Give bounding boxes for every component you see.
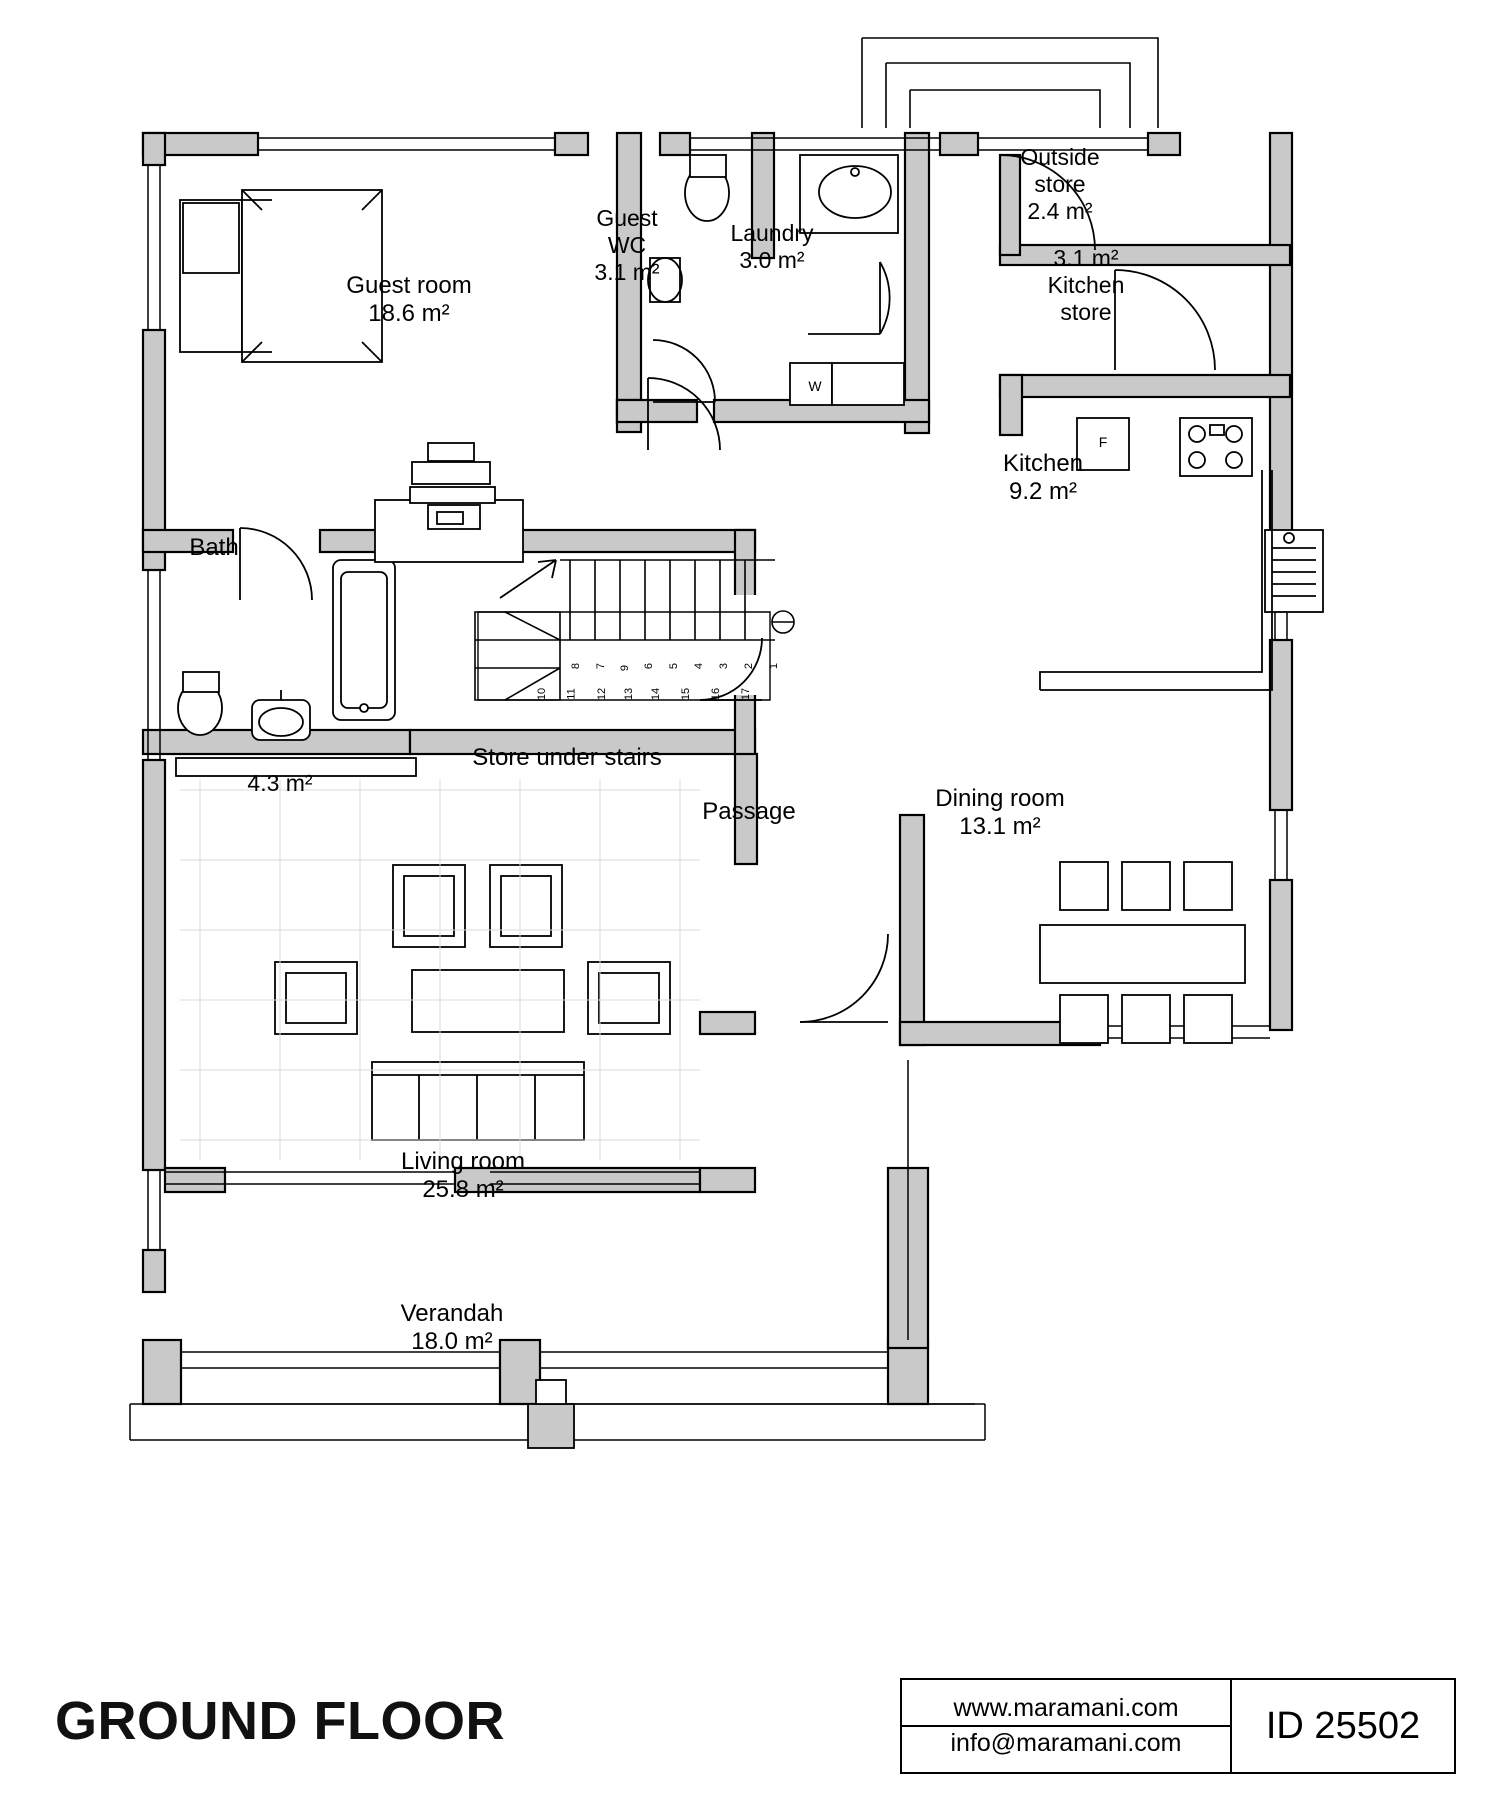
fridge-label: F <box>1098 434 1108 450</box>
room-label-guest-wc <box>594 205 659 286</box>
room-label-living-room <box>401 1148 525 1205</box>
room-label-passage <box>702 798 795 826</box>
room-area: 4.3 m² <box>247 770 313 796</box>
room-area: 3.0 m² <box>739 247 805 274</box>
room-area: 25.8 m² <box>422 1176 504 1204</box>
room-label-guest-room <box>346 272 471 329</box>
room-name-line1: Outside <box>1020 144 1100 170</box>
room-name: Passage <box>702 798 796 825</box>
room-name-line1: Kitchen <box>1047 272 1125 299</box>
room-name: Verandah <box>400 1300 504 1327</box>
website-text: www.maramani.com <box>902 1692 1230 1727</box>
stair-number-5: 5 <box>668 662 681 670</box>
page-title: GROUND FLOOR <box>55 1691 505 1751</box>
stair-number-1: 1 <box>768 662 781 670</box>
room-area: 3.1 m² <box>594 259 660 286</box>
room-name: Store under stairs <box>472 744 662 771</box>
roof-projection-lines <box>862 38 1158 128</box>
room-label-bath <box>189 534 238 562</box>
stair-number-10: 10 <box>536 687 549 701</box>
stair-number-14: 14 <box>650 687 663 701</box>
stair-number-6: 6 <box>643 662 656 670</box>
stair-number-17: 17 <box>740 687 753 701</box>
stair-number-16: 16 <box>710 687 723 701</box>
washer-label: W <box>808 378 822 394</box>
plan-id-text: ID 25502 <box>1265 1704 1421 1747</box>
email-text: info@maramani.com <box>950 1729 1182 1757</box>
room-label-laundry <box>730 220 813 274</box>
room-label-kitchen-store <box>1048 245 1125 326</box>
room-name: Kitchen <box>1002 450 1084 477</box>
room-name-line2: WC <box>607 232 647 259</box>
room-label-verandah <box>401 1300 504 1357</box>
stair-number-2: 2 <box>743 662 756 670</box>
stair-number-13: 13 <box>623 687 636 701</box>
stair-number-11: 11 <box>565 688 578 700</box>
room-area: 13.1 m² <box>959 813 1041 841</box>
room-name: Living room <box>400 1148 526 1175</box>
stair-number-12: 12 <box>596 687 609 701</box>
stair-number-7: 7 <box>595 662 608 670</box>
room-label-dining-room <box>935 785 1064 842</box>
room-name-line2: store <box>1060 299 1112 326</box>
room-area: 2.4 m² <box>1027 198 1093 225</box>
room-label-kitchen <box>1003 450 1083 507</box>
room-name: Guest room <box>346 272 472 299</box>
title-block <box>900 1678 1456 1774</box>
room-area: 18.6 m² <box>368 300 450 328</box>
room-name-line2: store <box>1034 171 1086 198</box>
stair-number-9: 9 <box>619 664 632 672</box>
stair-number-8: 8 <box>570 662 583 670</box>
contact-block <box>902 1680 1232 1772</box>
room-area: 3.1 m² <box>1053 245 1119 271</box>
room-label-store-under-stairs <box>472 744 661 772</box>
room-name: Dining room <box>935 785 1065 812</box>
room-area: 18.0 m² <box>411 1328 493 1356</box>
room-area: 9.2 m² <box>1008 478 1077 506</box>
stair-number-4: 4 <box>693 662 706 670</box>
room-name: Laundry <box>730 220 814 246</box>
room-name: Bath <box>189 534 239 561</box>
room-name-line1: Guest <box>596 205 658 231</box>
stair-number-3: 3 <box>718 662 731 670</box>
stair-number-15: 15 <box>680 687 693 701</box>
room-label-outside-store <box>1020 144 1099 225</box>
room-area-bath <box>247 770 312 797</box>
